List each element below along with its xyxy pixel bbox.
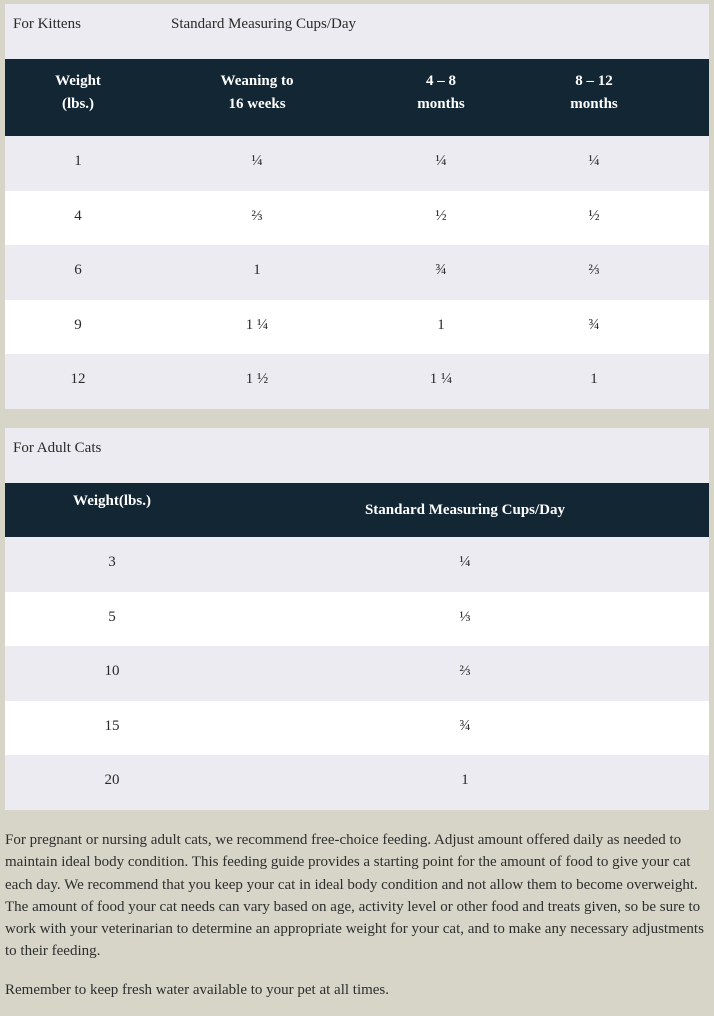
kitten-table-row: [5, 136, 709, 191]
adult-table-row: [5, 537, 709, 592]
adult-table-title: For Adult Cats: [13, 440, 102, 456]
table-cell: 3: [108, 554, 116, 570]
header-8-12-months: 8 – 12 months: [570, 73, 618, 112]
table-cell: ¼: [459, 554, 471, 570]
table-cell: ¾: [435, 262, 447, 278]
kitten-table-header: [5, 59, 709, 136]
adult-table-caption: [5, 428, 709, 483]
table-cell: 5: [108, 608, 116, 625]
header-weight: Weight(lbs.): [73, 493, 151, 509]
kitten-table-caption: [5, 4, 709, 59]
table-cell: ⅔: [588, 262, 600, 278]
table-cell: ⅔: [459, 663, 471, 679]
table-cell: ¼: [435, 153, 447, 169]
adult-table-row: [5, 592, 709, 647]
table-cell: 6: [74, 262, 82, 278]
table-cell: 4: [74, 207, 82, 224]
table-cell: ⅓: [459, 608, 471, 625]
water-reminder: Remember to keep fresh water available to your pet at all times.: [5, 982, 390, 998]
kitten-table-row: [5, 354, 709, 409]
table-cell: ¾: [588, 316, 600, 333]
table-cell: ¼: [251, 153, 263, 169]
table-cell: ⅔: [251, 207, 263, 224]
kitten-table-title: For Kittens: [13, 16, 81, 32]
kitten-table-row: [5, 300, 709, 355]
table-cell: 1 ½: [245, 371, 269, 387]
header-weaning: Weaning to 16 weeks: [220, 73, 294, 112]
adult-feeding-table: [5, 428, 709, 809]
kitten-feeding-table: [5, 4, 709, 408]
header-4-8-months: 4 – 8 months: [417, 73, 465, 112]
table-cell: 1: [253, 262, 261, 278]
table-cell: 12: [70, 371, 86, 387]
table-cell: 1: [461, 772, 469, 788]
header-weight: Weight (lbs.): [55, 73, 101, 112]
adult-table-row: [5, 701, 709, 756]
table-cell: ½: [588, 207, 600, 224]
feeding-note: For pregnant or nursing adult cats, we recommend free-choice feeding. Adjust amount offered daily as needed to maintain ideal body condition. This feeding guide provides a starting point for the amount of food to give your cat each day. We recommend that you keep your cat in ideal body condition and not allow them to become overweight. The amount of food your cat needs can vary based on age, activity level or other food and treats given, so be sure to work with your veterinarian to determine an appropriate weight for your cat, and to make any necessary adjustments to their feeding.: [5, 832, 704, 960]
table-cell: ¾: [459, 717, 471, 734]
kitten-table-subtitle: Standard Measuring Cups/Day: [171, 16, 356, 32]
table-cell: 1: [437, 316, 445, 333]
adult-table-row: [5, 646, 709, 701]
header-cups-per-day: Standard Measuring Cups/Day: [364, 502, 566, 518]
table-cell: 15: [104, 717, 120, 734]
table-cell: ¼: [588, 153, 600, 169]
table-cell: 9: [74, 316, 82, 333]
table-cell: 20: [104, 772, 120, 788]
table-cell: 1: [590, 371, 598, 387]
adult-table-header: [5, 483, 709, 537]
table-cell: 10: [104, 663, 120, 679]
kitten-table-row: [5, 191, 709, 246]
table-cell: 1 ¼: [429, 371, 453, 387]
table-cell: ½: [435, 207, 447, 224]
adult-table-row: [5, 755, 709, 810]
table-cell: 1 ¼: [245, 316, 269, 333]
kitten-table-row: [5, 245, 709, 300]
table-cell: 1: [74, 153, 82, 169]
